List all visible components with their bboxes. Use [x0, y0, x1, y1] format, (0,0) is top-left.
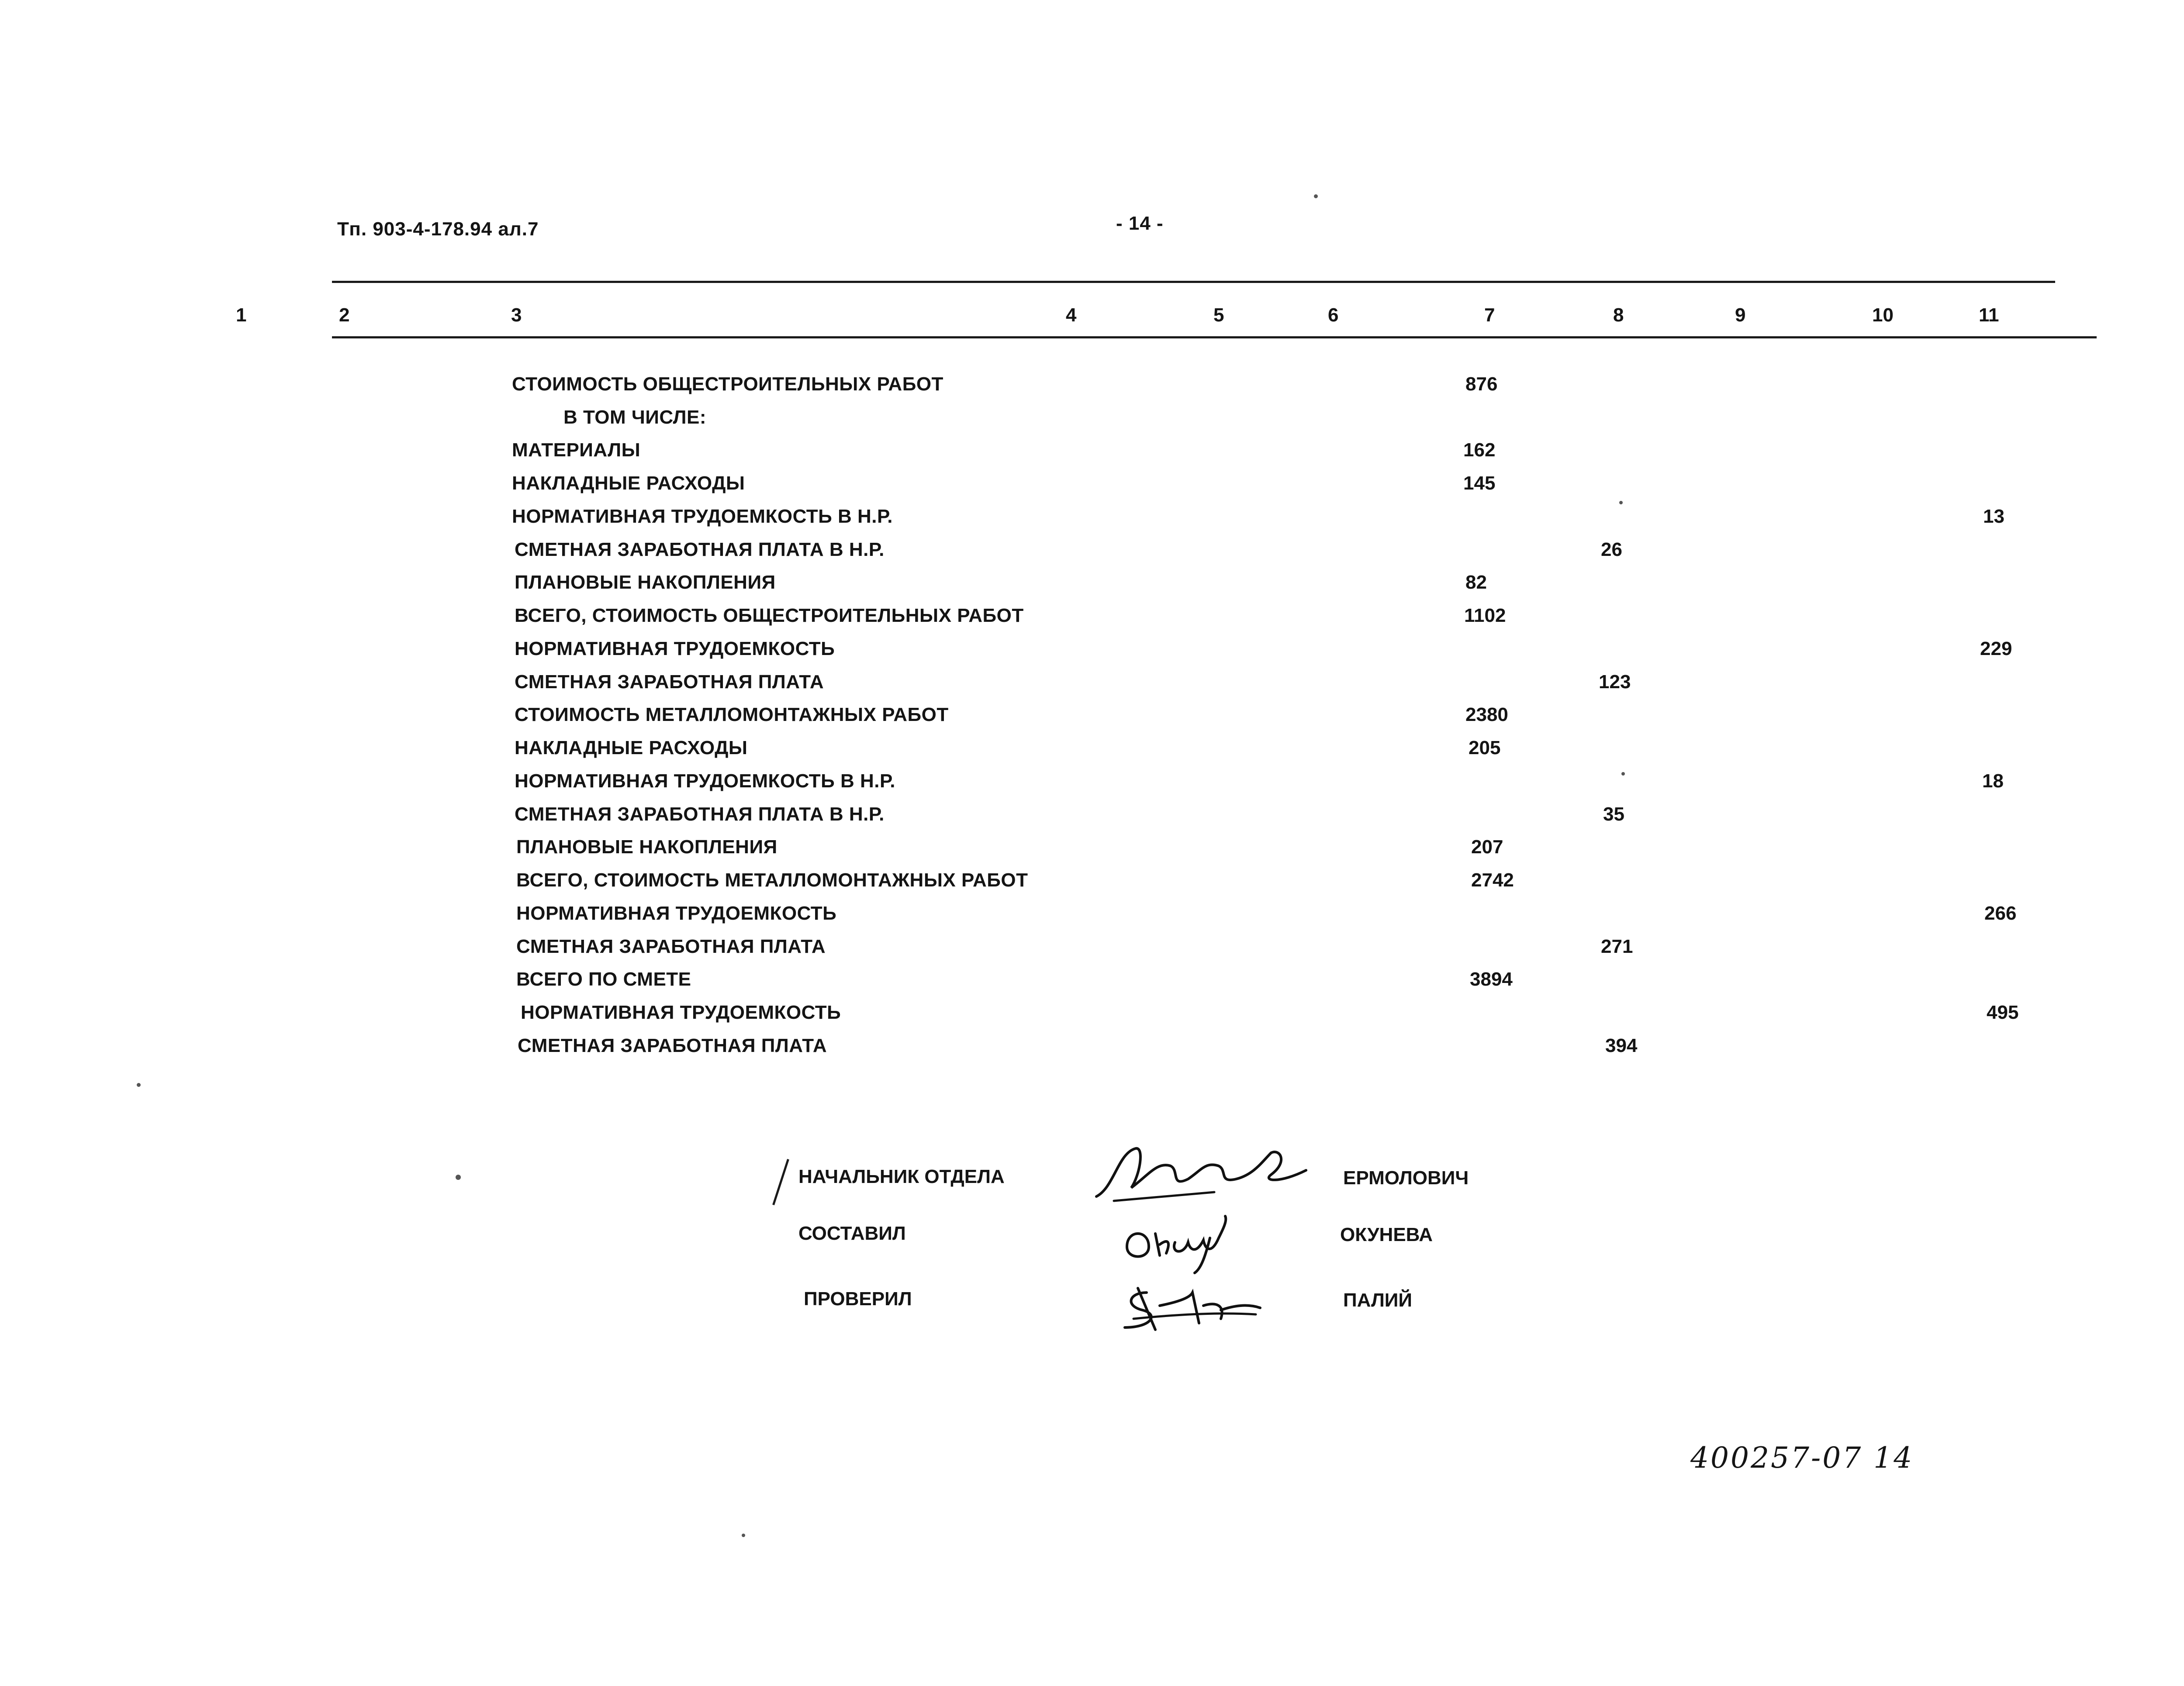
column-number-1: 1: [236, 304, 247, 326]
row-label: ВСЕГО, СТОИМОСТЬ ОБЩЕСТРОИТЕЛЬНЫХ РАБОТ: [515, 605, 1024, 626]
table-row: [0, 704, 2184, 737]
doc-code: Тп. 903-4-178.94 ал.7: [337, 218, 539, 240]
page-number: - 14 -: [1116, 213, 1164, 234]
row-value: 271: [1601, 936, 1633, 957]
row-value: 207: [1471, 836, 1503, 858]
row-value: 26: [1601, 539, 1622, 560]
signature-ermolovich: [1088, 1135, 1315, 1210]
row-label: НОРМАТИВНАЯ ТРУДОЕМКОСТЬ В Н.Р.: [512, 506, 893, 527]
row-value: 162: [1463, 439, 1496, 461]
column-number-6: 6: [1328, 304, 1339, 326]
column-number-10: 10: [1872, 304, 1894, 326]
row-label: МАТЕРИАЛЫ: [512, 439, 641, 461]
row-label: СМЕТНАЯ ЗАРАБОТНАЯ ПЛАТА: [515, 671, 824, 693]
signature-name: ЕРМОЛОВИЧ: [1343, 1167, 1469, 1189]
row-label: СТОИМОСТЬ МЕТАЛЛОМОНТАЖНЫХ РАБОТ: [515, 704, 949, 725]
table-row: [0, 903, 2184, 936]
row-value: 394: [1605, 1035, 1638, 1056]
table-row: [0, 869, 2184, 903]
signature-paliy: [1116, 1279, 1273, 1336]
column-number-11: 11: [1979, 304, 1999, 326]
signature-role: СОСТАВИЛ: [798, 1223, 906, 1244]
table-row: [0, 638, 2184, 671]
signature-name: ПАЛИЙ: [1343, 1289, 1413, 1311]
handwritten-code: 400257-07 14: [1690, 1441, 1914, 1475]
row-label: ПЛАНОВЫЕ НАКОПЛЕНИЯ: [515, 572, 776, 593]
scan-speck: [1314, 194, 1318, 198]
scan-speck: [742, 1534, 745, 1537]
table-row: [0, 539, 2184, 572]
row-label: В ТОМ ЧИСЛЕ:: [563, 407, 706, 428]
row-label: НОРМАТИВНАЯ ТРУДОЕМКОСТЬ: [521, 1002, 841, 1023]
row-value: 13: [1983, 506, 2004, 527]
row-label: НОРМАТИВНАЯ ТРУДОЕМКОСТЬ: [516, 903, 837, 924]
row-label: ВСЕГО, СТОИМОСТЬ МЕТАЛЛОМОНТАЖНЫХ РАБОТ: [516, 869, 1028, 891]
row-label: СМЕТНАЯ ЗАРАБОТНАЯ ПЛАТА: [518, 1035, 827, 1056]
column-number-9: 9: [1735, 304, 1746, 326]
scan-speck: [456, 1175, 461, 1180]
table-row: [0, 737, 2184, 770]
scan-speck: [1619, 501, 1623, 504]
table-row: [0, 1035, 2184, 1068]
row-value: 266: [1984, 903, 2017, 924]
signature-role: НАЧАЛЬНИК ОТДЕЛА: [798, 1166, 1005, 1187]
table-row: [0, 671, 2184, 704]
table-row: [0, 506, 2184, 539]
table-row: [0, 572, 2184, 605]
row-value: 145: [1463, 472, 1496, 494]
row-value: 3894: [1470, 969, 1513, 990]
column-number-7: 7: [1484, 304, 1495, 326]
row-label: СМЕТНАЯ ЗАРАБОТНАЯ ПЛАТА: [516, 936, 826, 957]
signature-okuneva: [1118, 1212, 1232, 1277]
row-value: 82: [1465, 572, 1487, 593]
table-row: [0, 836, 2184, 869]
table-row: [0, 439, 2184, 472]
row-value: 876: [1465, 373, 1498, 395]
row-value: 205: [1469, 737, 1501, 759]
signature-name: ОКУНЕВА: [1340, 1224, 1433, 1245]
table-row: [0, 472, 2184, 506]
table-header-rule: [332, 336, 2097, 338]
row-label: НАКЛАДНЫЕ РАСХОДЫ: [515, 737, 748, 759]
row-label: ВСЕГО ПО СМЕТЕ: [516, 969, 691, 990]
table-row: [0, 407, 2184, 440]
row-label: СМЕТНАЯ ЗАРАБОТНАЯ ПЛАТА В Н.Р.: [515, 803, 885, 825]
column-number-4: 4: [1066, 304, 1077, 326]
slash-mark: [772, 1159, 789, 1205]
column-number-2: 2: [339, 304, 350, 326]
row-value: 495: [1987, 1002, 2019, 1023]
row-label: СТОИМОСТЬ ОБЩЕСТРОИТЕЛЬНЫХ РАБОТ: [512, 373, 943, 395]
column-number-8: 8: [1613, 304, 1624, 326]
row-value: 229: [1980, 638, 2012, 659]
row-label: НАКЛАДНЫЕ РАСХОДЫ: [512, 472, 745, 494]
scan-speck: [137, 1083, 141, 1087]
signature-role: ПРОВЕРИЛ: [804, 1288, 912, 1310]
table-row: [0, 803, 2184, 837]
table-row: [0, 605, 2184, 638]
row-value: 35: [1603, 803, 1624, 825]
table-top-rule: [332, 281, 2055, 283]
table-row: [0, 373, 2184, 407]
table-row: [0, 936, 2184, 969]
table-row: [0, 1002, 2184, 1035]
table-row: [0, 770, 2184, 803]
row-value: 2742: [1471, 869, 1514, 891]
column-number-5: 5: [1213, 304, 1224, 326]
row-label: НОРМАТИВНАЯ ТРУДОЕМКОСТЬ В Н.Р.: [515, 770, 895, 792]
row-value: 123: [1599, 671, 1631, 693]
row-label: СМЕТНАЯ ЗАРАБОТНАЯ ПЛАТА В Н.Р.: [515, 539, 885, 560]
table-row: [0, 969, 2184, 1002]
row-value: 2380: [1465, 704, 1508, 725]
row-value: 1102: [1464, 605, 1506, 626]
row-label: НОРМАТИВНАЯ ТРУДОЕМКОСТЬ: [515, 638, 835, 659]
row-value: 18: [1982, 770, 2004, 792]
column-number-3: 3: [511, 304, 522, 326]
scan-speck: [1621, 772, 1625, 776]
row-label: ПЛАНОВЫЕ НАКОПЛЕНИЯ: [516, 836, 778, 858]
